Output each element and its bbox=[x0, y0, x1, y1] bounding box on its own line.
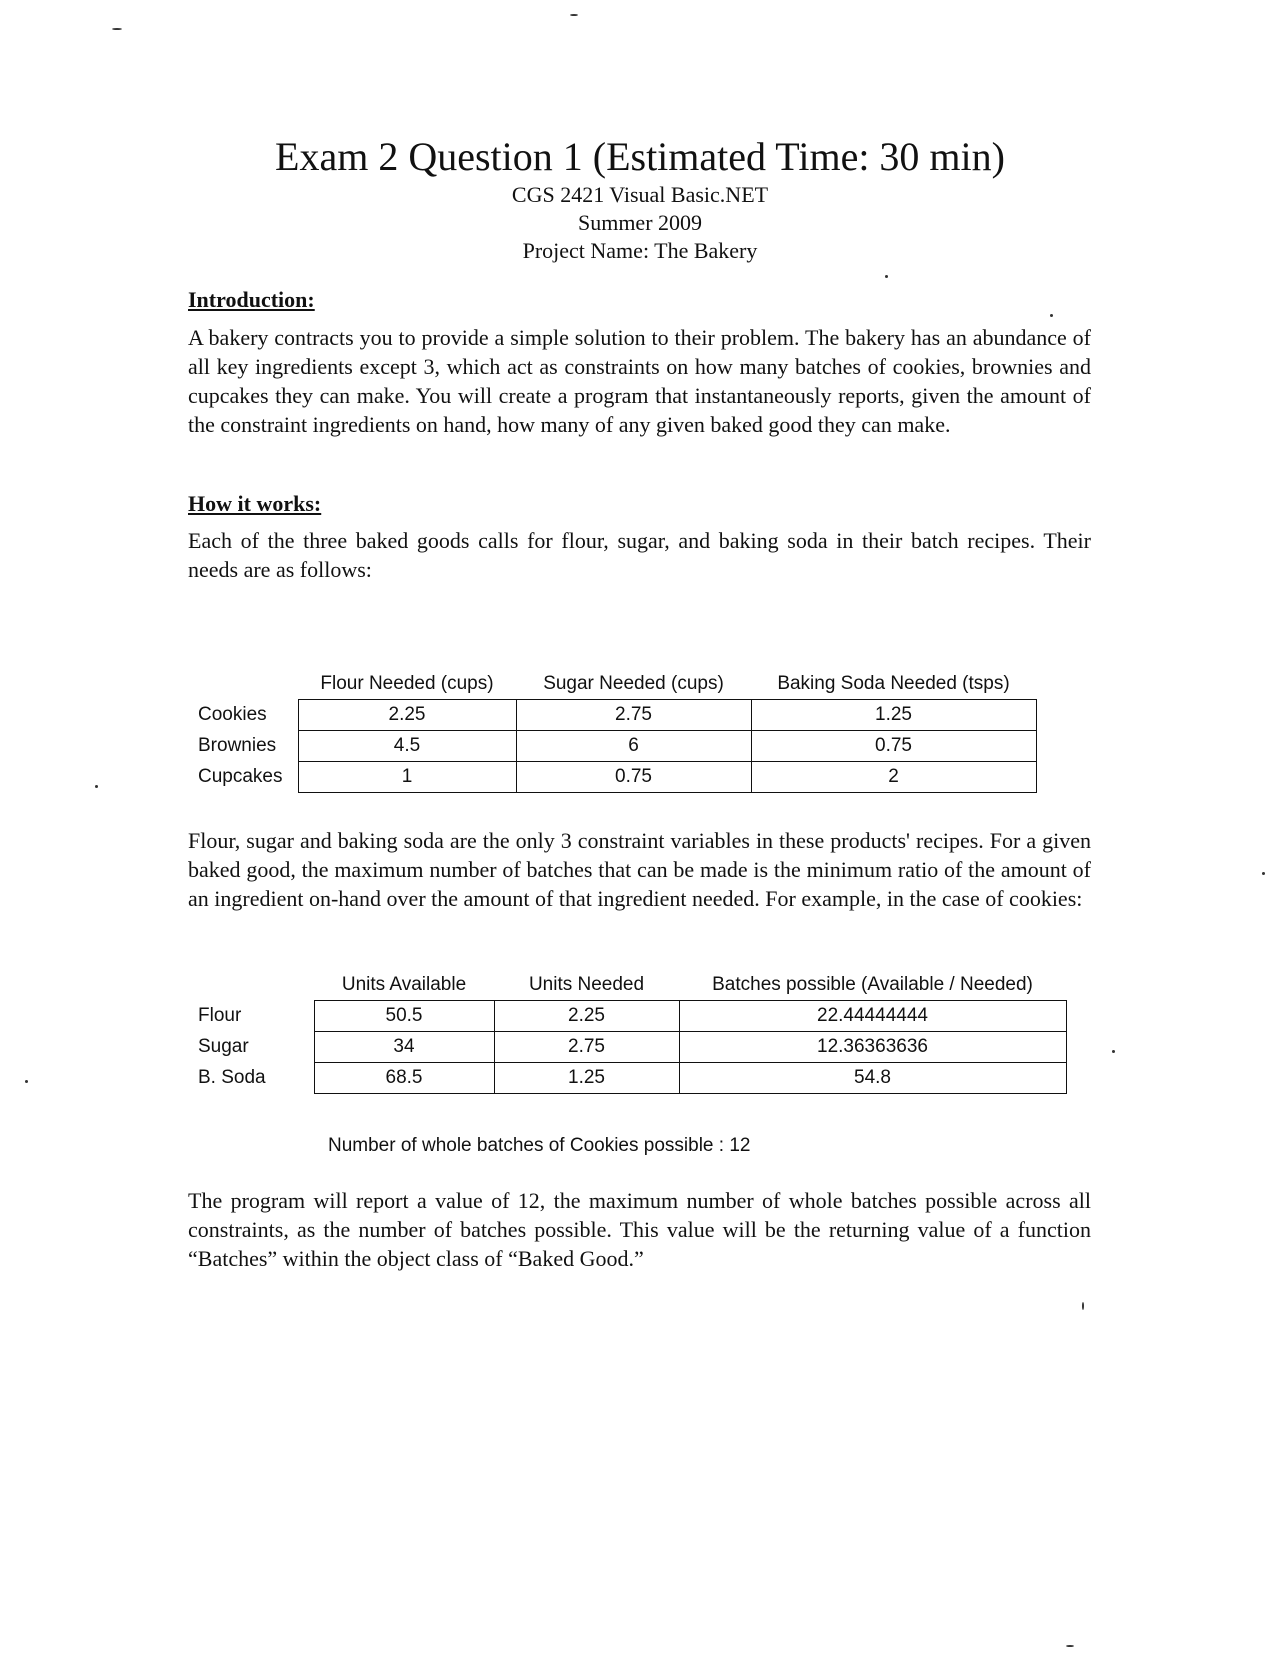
table-cell: 22.44444444 bbox=[679, 1001, 1066, 1032]
table-cell: 4.5 bbox=[298, 731, 516, 762]
column-header: Sugar Needed (cups) bbox=[543, 673, 724, 694]
column-header: Baking Soda Needed (tsps) bbox=[777, 673, 1010, 694]
table-cell: 2.75 bbox=[494, 1032, 679, 1063]
table-cell: 1 bbox=[298, 762, 516, 793]
table-cell: 1.25 bbox=[751, 700, 1036, 731]
how-it-works-heading: How it works: bbox=[188, 491, 322, 516]
table-cell: 1.25 bbox=[494, 1063, 679, 1094]
table-row bbox=[188, 1063, 1066, 1094]
table-cell: 68.5 bbox=[314, 1063, 494, 1094]
column-header: Units Available bbox=[341, 974, 467, 995]
row-label: Cupcakes bbox=[198, 766, 283, 787]
scan-speck bbox=[1082, 1302, 1084, 1310]
table-cell: 0.75 bbox=[516, 762, 751, 793]
table-cell: 0.75 bbox=[751, 731, 1036, 762]
course-name: CGS 2421 Visual Basic.NET bbox=[511, 182, 769, 207]
table-cell: 2.25 bbox=[298, 700, 516, 731]
column-header: Flour Needed (cups) bbox=[320, 673, 494, 694]
scan-speck bbox=[112, 28, 122, 30]
scan-speck bbox=[25, 1080, 28, 1083]
table-row bbox=[188, 1001, 1066, 1032]
table-cell: 50.5 bbox=[314, 1001, 494, 1032]
column-header: Units Needed bbox=[528, 974, 645, 995]
table-header-row bbox=[188, 970, 1066, 1001]
scan-speck bbox=[885, 275, 888, 278]
table-cell: 54.8 bbox=[679, 1063, 1066, 1094]
row-label: Flour bbox=[198, 1005, 242, 1026]
table-cell: 12.36363636 bbox=[679, 1032, 1066, 1063]
table-cell: 2.25 bbox=[494, 1001, 679, 1032]
row-label: Sugar bbox=[198, 1036, 249, 1057]
introduction-paragraph: A bakery contracts you to provide a simple solution to their problem. The bakery has an abundance of all key ingredients except 3, which act as constraints on how many batches of cookies, brownies and cupcakes they can make. You will create a program that instantaneously reports, given the amount of the constraint ingredients on hand, how many of any given baked good they can make. bbox=[188, 325, 1091, 437]
table-cell: 2 bbox=[751, 762, 1036, 793]
page-title: Exam 2 Question 1 (Estimated Time: 30 min) bbox=[275, 134, 1005, 179]
row-label: Cookies bbox=[198, 704, 267, 725]
introduction-heading: Introduction: bbox=[188, 287, 315, 312]
term: Summer 2009 bbox=[577, 210, 703, 235]
row-label: B. Soda bbox=[198, 1067, 266, 1088]
table-cell: 2.75 bbox=[516, 700, 751, 731]
scan-speck bbox=[570, 14, 578, 16]
how-it-works-paragraph-1: Each of the three baked goods calls for flour, sugar, and baking soda in their batch recipes. Their needs are as follows: bbox=[188, 528, 1091, 582]
scan-speck bbox=[1066, 1645, 1074, 1647]
row-label: Brownies bbox=[198, 735, 277, 756]
table-cell: 34 bbox=[314, 1032, 494, 1063]
table-row bbox=[188, 762, 1036, 793]
scan-speck bbox=[95, 785, 98, 788]
project-name: Project Name: The Bakery bbox=[522, 238, 758, 263]
scan-speck bbox=[1112, 1050, 1115, 1053]
recipe-needs-table bbox=[188, 669, 1037, 793]
table-row bbox=[188, 1032, 1066, 1063]
how-it-works-paragraph-2: Flour, sugar and baking soda are the only 3 constraint variables in these products' recipes. For a given baked good, the maximum number of batches that can be made is the minimum ratio of the amount of an ingredient on-hand over the amount of that ingredient needed. For example, in the case of cookies: bbox=[188, 828, 1091, 911]
table-header-row bbox=[188, 669, 1036, 700]
scan-speck bbox=[1050, 314, 1053, 317]
table-row bbox=[188, 700, 1036, 731]
cookie-batches-table bbox=[188, 970, 1067, 1094]
table-cell: 6 bbox=[516, 731, 751, 762]
batches-result-note: Number of whole batches of Cookies possible : 12 bbox=[328, 1135, 751, 1156]
scan-speck bbox=[1262, 872, 1265, 875]
table-row bbox=[188, 731, 1036, 762]
column-header: Batches possible (Available / Needed) bbox=[712, 974, 1033, 995]
how-it-works-paragraph-3: The program will report a value of 12, the maximum number of whole batches possible across all constraints, as the number of batches possible. This value will be the returning value of a function “Batches” within the object class of “Baked Good.” bbox=[188, 1188, 1091, 1271]
